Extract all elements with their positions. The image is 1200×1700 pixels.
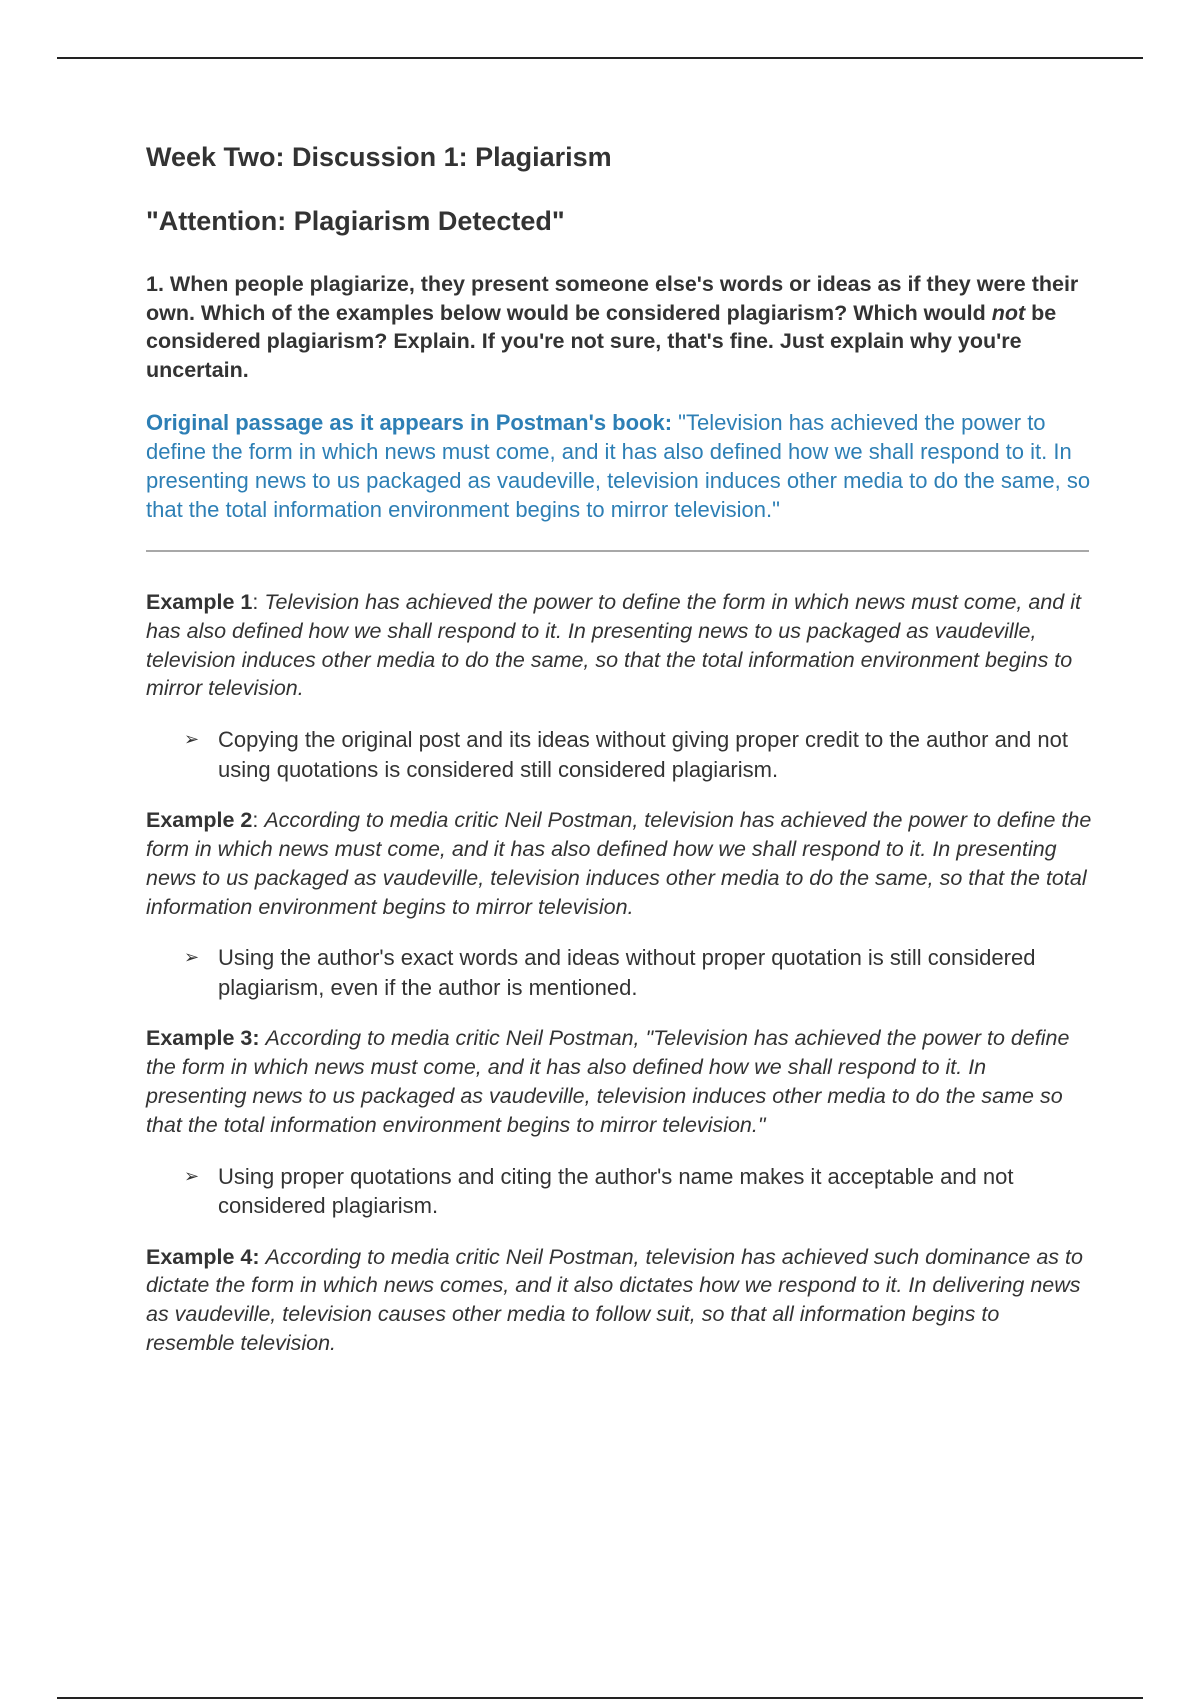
example-2-separator: : [252, 808, 265, 833]
arrow-bullet-icon: ➢ [184, 729, 200, 750]
question-text-part2: be considered plagiarism? Explain. If you're not sure, that's fine. Just explain why you're uncertain. [146, 300, 1057, 382]
document-body [146, 140, 1092, 1358]
arrow-bullet-icon: ➢ [184, 947, 200, 968]
example-4 [146, 1243, 1092, 1358]
example-1-text: Television has achieved the power to define the form in which news must come, and it has also defined how we shall respond to it. In presenting news to us packaged as vaudeville, television induces other media to do the same, so that the total information environment begins to mirror television. [146, 590, 1081, 701]
example-1-separator: : [252, 590, 265, 614]
page-title: Week Two: Discussion 1: Plagiarism [146, 142, 612, 172]
example-1-label: Example 1 [146, 590, 253, 614]
footer-rule [57, 1697, 1143, 1699]
example-1 [146, 588, 1092, 703]
arrow-bullet-icon: ➢ [184, 1165, 200, 1186]
question-text-part1: 1. When people plagiarize, they present someone else's words or ideas as if they were their own. Which of the examples below would be considered plagiarism? Which would [146, 272, 1079, 325]
example-3-label: Example 3: [146, 1026, 260, 1051]
question-prompt [146, 270, 1092, 384]
example-2 [146, 806, 1092, 921]
example-4-label: Example 4: [146, 1244, 260, 1269]
example-4-text: According to media critic Neil Postman, television has achieved such dominance as to dictate the form in which news comes, and it also dictates how we respond to it. In delivering news as vaudeville, television causes other media to follow suit, so that all information begins to resemble television. [146, 1244, 1083, 1355]
example-3-text: According to media critic Neil Postman, "Television has achieved the power to define the form in which news must come, and it has also defined how we shall respond to it. In presenting news to us packaged as vaudeville, television induces other media to do the same so that the total information environment begins to mirror television." [146, 1026, 1070, 1137]
example-1-response [146, 725, 1092, 784]
example-3-response-text: Using proper quotations and citing the author's name makes it acceptable and not considered plagiarism. [218, 1163, 1014, 1219]
example-2-response-text: Using the author's exact words and ideas without proper quotation is still considered plagiarism, even if the author is mentioned. [218, 945, 1036, 1000]
example-1-response-text: Copying the original post and its ideas without giving proper credit to the author and not using quotations is considered still considered plagiarism. [218, 727, 1068, 782]
original-passage-label: Original passage as it appears in Postman's book: [146, 410, 673, 435]
original-passage-text: "Television has achieved the power to define the form in which news must come, and it has also defined how we shall respond to it. In presenting news to us packaged as vaudeville, television induces other media to do the same, so that the total information environment begins to mirror television." [146, 410, 1091, 522]
section-divider [146, 550, 1089, 552]
original-passage [146, 408, 1092, 524]
header-rule [57, 57, 1143, 59]
example-2-response [146, 943, 1092, 1002]
page-subtitle: "Attention: Plagiarism Detected" [146, 206, 565, 236]
example-3 [146, 1024, 1092, 1139]
example-2-label: Example 2 [146, 808, 253, 833]
example-2-text: According to media critic Neil Postman, television has achieved the power to define the form in which news must come, and it has also defined how we shall respond to it. In presenting news to us packaged as vaudeville, television induces other media to do the same, so that the total information environment begins to mirror television. [146, 808, 1092, 919]
example-3-response [146, 1162, 1092, 1221]
question-emphasis: not [991, 300, 1026, 325]
